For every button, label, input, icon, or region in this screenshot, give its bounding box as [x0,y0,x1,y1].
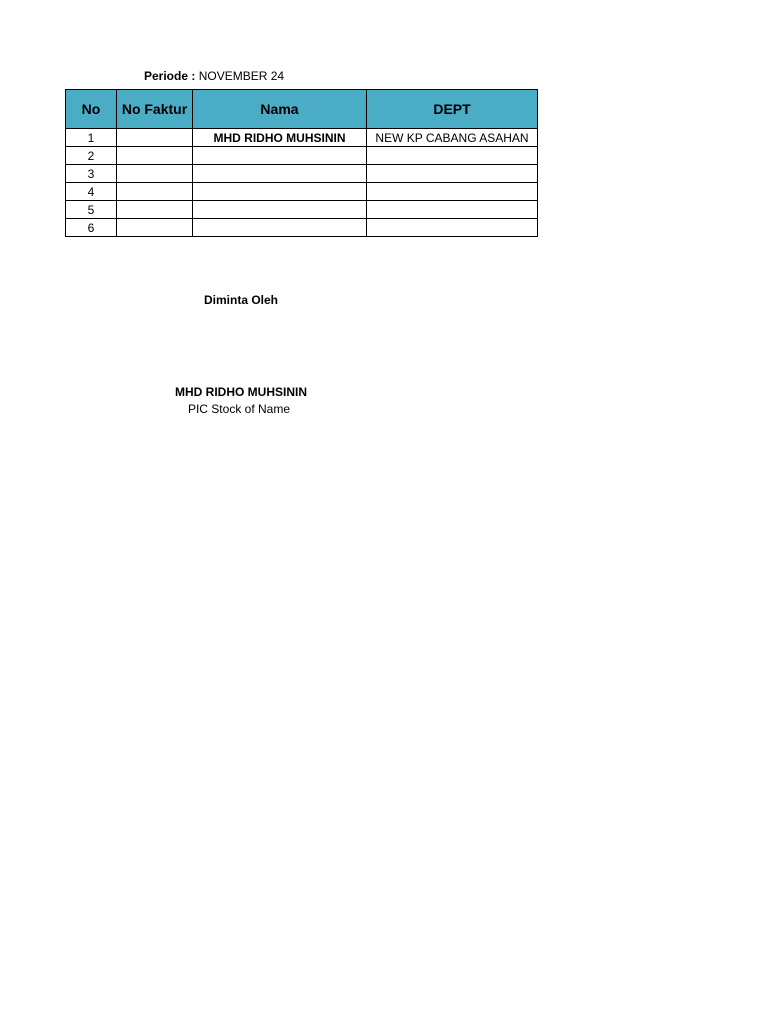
cell-faktur [117,165,193,183]
period-label: Periode [144,69,189,83]
period-line [144,69,284,83]
cell-faktur [117,219,193,237]
cell-faktur [117,147,193,165]
cell-dept [367,183,538,201]
table-row [66,147,538,165]
cell-nama [193,201,367,219]
cell-faktur [117,201,193,219]
cell-nama [193,165,367,183]
table-row [66,183,538,201]
cell-no: 1 [66,129,117,147]
cell-no: 4 [66,183,117,201]
requested-by-label: Diminta Oleh [203,293,278,307]
cell-nama [193,147,367,165]
cell-dept [367,165,538,183]
table-row [66,201,538,219]
cell-no: 2 [66,147,117,165]
cell-dept [367,219,538,237]
cell-faktur [117,129,193,147]
cell-dept [367,147,538,165]
cell-nama [193,183,367,201]
cell-no: 3 [66,165,117,183]
table-row [66,129,538,147]
header-nama: Nama [193,90,367,129]
cell-no: 5 [66,201,117,219]
cell-faktur [117,183,193,201]
header-no: No [66,90,117,129]
table-row [66,165,538,183]
table-row [66,219,538,237]
table-header-row [66,90,538,129]
header-dept: DEPT [367,90,538,129]
cell-nama [193,219,367,237]
cell-nama: MHD RIDHO MUHSININ [193,129,367,147]
invoice-table [65,89,538,237]
signatory-name: MHD RIDHO MUHSININ [175,385,307,399]
period-separator: : [191,69,196,83]
cell-no: 6 [66,219,117,237]
cell-dept [367,201,538,219]
cell-dept: NEW KP CABANG ASAHAN [367,129,538,147]
header-no-faktur: No Faktur [117,90,193,129]
signatory-role: PIC Stock of Name [187,402,291,416]
period-value: NOVEMBER 24 [198,69,285,83]
